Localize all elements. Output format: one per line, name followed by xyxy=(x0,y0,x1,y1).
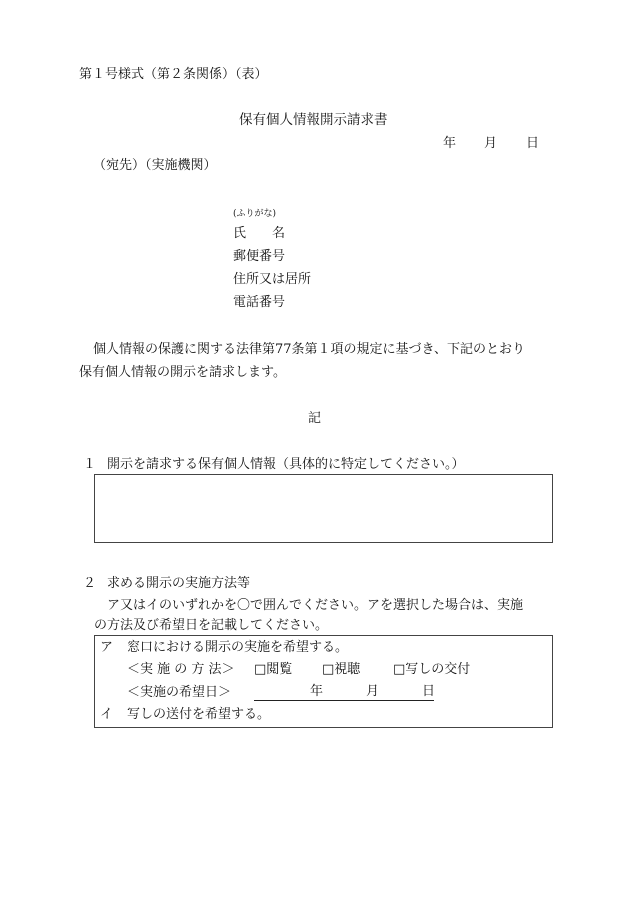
requested-info-field[interactable] xyxy=(94,474,553,543)
option-a-text: 窓口における開示の実施を希望する。 xyxy=(127,640,349,655)
request-paragraph-line2: 保有個人情報の開示を請求します。 xyxy=(79,365,286,380)
section2-instruction-line2: の方法及び希望日を記載してください。 xyxy=(94,618,329,633)
ki-heading: 記 xyxy=(308,411,322,426)
checkbox-view[interactable]: □閲覧 xyxy=(254,662,293,677)
address-label: 住所又は居所 xyxy=(233,272,312,287)
checkbox-listen[interactable]: □視聴 xyxy=(322,662,361,677)
option-b-text: 写しの送付を希望する。 xyxy=(127,707,271,722)
section2-instruction-line1: ア又はイのいずれかを〇で囲んでください。アを選択した場合は、実施 xyxy=(107,598,524,613)
date-day-label: 日 xyxy=(526,136,540,151)
section1-title: 開示を請求する保有個人情報（具体的に特定してください。） xyxy=(107,457,465,472)
desired-date-underline xyxy=(254,700,434,701)
document-title: 保有個人情報開示請求書 xyxy=(239,112,388,128)
furigana-label: (ふりがな) xyxy=(233,209,277,219)
method-label: ＜実 施 の 方 法＞ xyxy=(127,662,235,677)
checkbox-copy[interactable]: □写しの交付 xyxy=(393,662,471,677)
section1-number: １ xyxy=(83,457,97,472)
request-paragraph-line1: 個人情報の保護に関する法律第77条第１項の規定に基づき、下記のとおり xyxy=(93,342,526,357)
postal-code-label: 郵便番号 xyxy=(233,249,286,264)
option-b-label[interactable]: イ xyxy=(100,707,114,722)
desired-date-day[interactable]: 日 xyxy=(422,684,436,699)
date-year-label: 年 xyxy=(443,136,457,151)
section2-number: ２ xyxy=(83,576,97,591)
phone-label: 電話番号 xyxy=(233,295,286,310)
option-a-label[interactable]: ア xyxy=(100,640,114,655)
desired-date-year[interactable]: 年 xyxy=(310,684,324,699)
date-month-label: 月 xyxy=(484,136,498,151)
form-number: 第１号様式（第２条関係）（表） xyxy=(79,67,268,82)
name-label: 氏 名 xyxy=(233,226,286,241)
addressee: （宛先）（実施機関） xyxy=(93,158,217,173)
desired-date-month[interactable]: 月 xyxy=(366,684,380,699)
section2-title: 求める開示の実施方法等 xyxy=(107,576,251,591)
desired-date-label: ＜実施の希望日＞ xyxy=(127,685,232,700)
